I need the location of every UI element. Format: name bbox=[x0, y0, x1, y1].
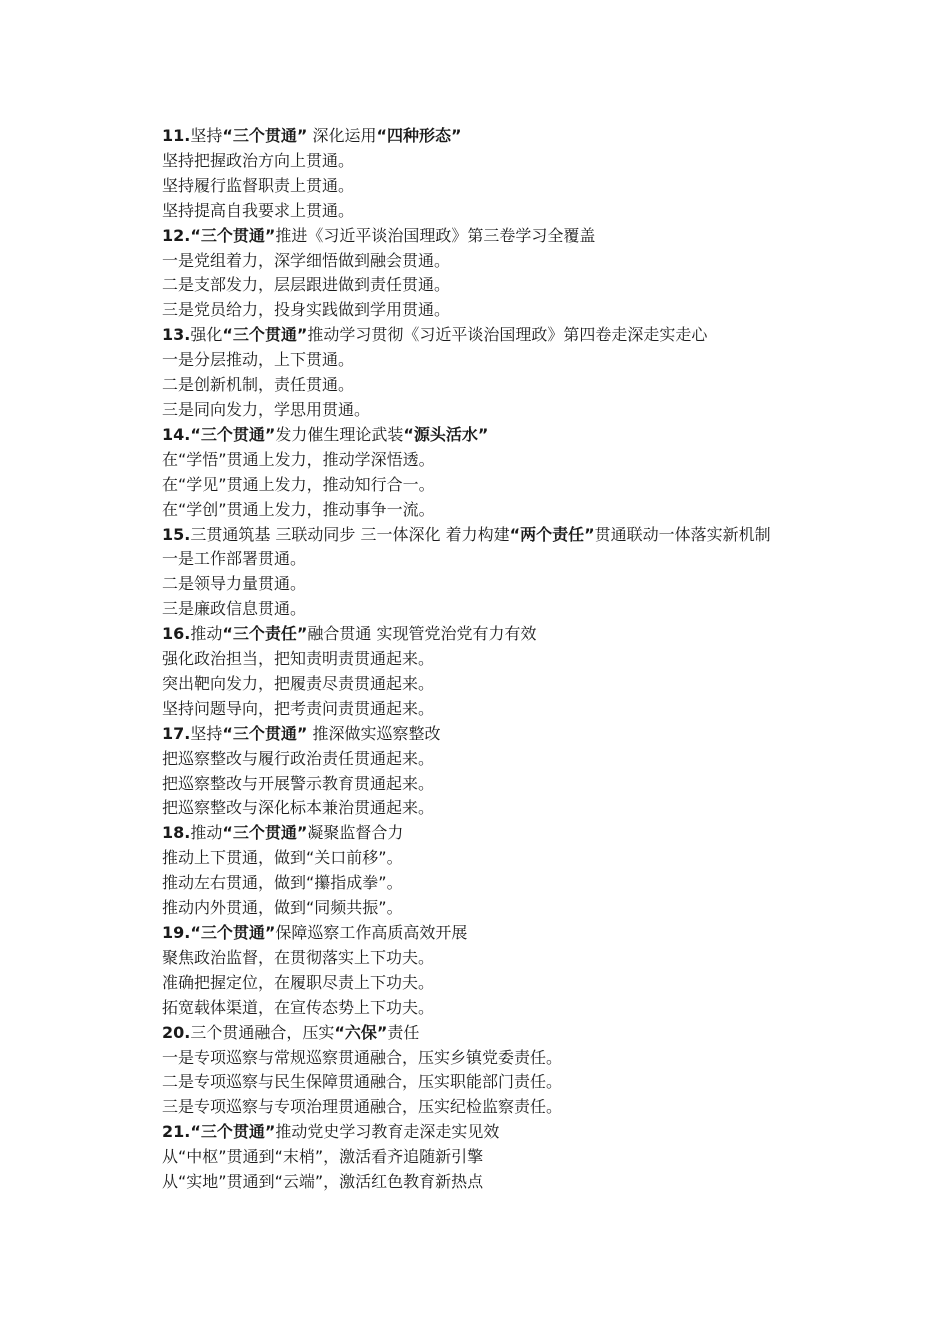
section-item: 聚焦政治监督，在贯彻落实上下功夫。 bbox=[162, 947, 435, 967]
section-heading bbox=[122, 821, 840, 846]
section-item: 坚持问题导向，把考责问责贯通起来。 bbox=[162, 698, 435, 718]
section-title-part: 三贯通筑基 三联动同步 三一体深化 着力构建 bbox=[190, 524, 510, 544]
section-title-part: 发力催生理论武装 bbox=[275, 424, 404, 444]
section-title-part: “三个贯通” bbox=[222, 823, 308, 843]
section-number: 11. bbox=[162, 126, 191, 145]
section-item: 三是专项巡察与专项治理贯通融合，压实纪检监察责任。 bbox=[162, 1097, 563, 1117]
section-number: 13. bbox=[162, 325, 191, 345]
section-number: 15. bbox=[162, 524, 191, 544]
section-title-part: “三个贯通” bbox=[222, 723, 308, 743]
section-item: 在“学见”贯通上发力，推动知行合一。 bbox=[162, 474, 435, 494]
section-item: 把巡察整改与履行政治责任贯通起来。 bbox=[162, 748, 435, 768]
section-item: 二是支部发力，层层跟进做到责任贯通。 bbox=[162, 275, 451, 295]
section-item: 坚持履行监督职责上贯通。 bbox=[162, 175, 355, 195]
section-number: 19. bbox=[162, 923, 191, 942]
section-title-part: 推动 bbox=[190, 624, 223, 644]
section-item: 三是同向发力，学思用贯通。 bbox=[162, 399, 371, 419]
section-item: 从“中枢”贯通到“末梢”，激活看齐追随新引擎 bbox=[162, 1147, 484, 1167]
section-heading bbox=[122, 523, 840, 548]
section-item: 把巡察整改与开展警示教育贯通起来。 bbox=[162, 773, 435, 793]
section-title-part: 推动党史学习教育走深走实见效 bbox=[275, 1122, 500, 1142]
section-title-part: 深化运用 bbox=[307, 126, 377, 145]
section-number: 17. bbox=[162, 723, 191, 743]
section-item: 一是工作部署贯通。 bbox=[162, 549, 307, 569]
section-item: 准确把握定位，在履职尽责上下功夫。 bbox=[162, 972, 435, 992]
document-body bbox=[122, 124, 840, 1195]
section-title-part: “三个贯通” bbox=[190, 225, 276, 245]
section-item: 拓宽载体渠道，在宣传态势上下功夫。 bbox=[162, 997, 435, 1017]
section-title-part: 责任 bbox=[387, 1022, 420, 1042]
section-item: 在“学创”贯通上发力，推动事争一流。 bbox=[162, 499, 435, 519]
section-heading bbox=[122, 1120, 840, 1145]
section-item: 推动内外贯通，做到“同频共振”。 bbox=[162, 898, 403, 918]
section-item: 二是专项巡察与民生保障贯通融合，压实职能部门责任。 bbox=[162, 1072, 563, 1092]
section-title-part: “四种形态” bbox=[376, 126, 462, 145]
section-title-part: 坚持 bbox=[190, 723, 223, 743]
section-title-part: 推深做实巡察整改 bbox=[307, 723, 441, 743]
section-title-part: 推进《习近平谈治国理政》第三卷学习全覆盖 bbox=[275, 225, 596, 245]
section-item: 从“实地”贯通到“云端”，激活红色教育新热点 bbox=[162, 1172, 484, 1192]
section-title-part: 凝聚监督合力 bbox=[307, 823, 404, 843]
section-title-part: “三个贯通” bbox=[190, 424, 276, 444]
section-title-part: 贯通联动一体落实新机制 bbox=[594, 524, 771, 544]
section-title-part: “六保” bbox=[334, 1022, 388, 1042]
section-number: 12. bbox=[162, 225, 191, 245]
section-title-part: “两个责任” bbox=[509, 524, 595, 544]
section-item: 三是党员给力，投身实践做到学用贯通。 bbox=[162, 300, 451, 320]
section-title-part: 三个贯通融合，压实 bbox=[190, 1022, 335, 1042]
section-title-part: “三个贯通” bbox=[190, 1122, 276, 1142]
section-title-part: 推动学习贯彻《习近平谈治国理政》第四卷走深走实走心 bbox=[307, 325, 708, 345]
section-title-part: 坚持 bbox=[190, 126, 223, 145]
section-title-part: “三个贯通” bbox=[222, 126, 308, 145]
section-item: 二是领导力量贯通。 bbox=[162, 574, 307, 594]
section-item: 突出靶向发力，把履责尽责贯通起来。 bbox=[162, 673, 435, 693]
section-title-part: “三个责任” bbox=[222, 624, 308, 644]
section-title-part: “源头活水” bbox=[403, 424, 489, 444]
section-title-part: 推动 bbox=[190, 823, 223, 843]
section-number: 18. bbox=[162, 823, 191, 843]
section-item: 在“学悟”贯通上发力，推动学深悟透。 bbox=[162, 449, 435, 469]
section-title-part: “三个贯通” bbox=[190, 923, 276, 942]
section-heading bbox=[122, 722, 840, 747]
section-item: 把巡察整改与深化标本兼治贯通起来。 bbox=[162, 798, 435, 818]
section-item: 一是党组着力，深学细悟做到融会贯通。 bbox=[162, 250, 451, 270]
section-item: 二是创新机制，责任贯通。 bbox=[162, 375, 355, 395]
section-number: 20. bbox=[162, 1022, 191, 1042]
section-title-part: “三个贯通” bbox=[222, 325, 308, 345]
section-item: 一是专项巡察与常规巡察贯通融合，压实乡镇党委责任。 bbox=[162, 1047, 563, 1067]
section-item: 一是分层推动，上下贯通。 bbox=[162, 350, 355, 370]
section-item: 坚持把握政治方向上贯通。 bbox=[162, 150, 355, 170]
section-title-part: 强化 bbox=[190, 325, 223, 345]
section-heading bbox=[122, 622, 840, 647]
section-item: 坚持提高自我要求上贯通。 bbox=[162, 200, 355, 220]
section-heading bbox=[122, 1021, 840, 1046]
section-number: 21. bbox=[162, 1122, 191, 1142]
section-heading bbox=[122, 224, 840, 249]
section-item: 推动左右贯通，做到“攥指成拳”。 bbox=[162, 873, 403, 893]
section-number: 14. bbox=[162, 424, 191, 444]
section-heading bbox=[122, 124, 840, 149]
section-number: 16. bbox=[162, 624, 191, 644]
section-item: 强化政治担当，把知责明责贯通起来。 bbox=[162, 649, 435, 669]
section-item: 推动上下贯通，做到“关口前移”。 bbox=[162, 848, 403, 868]
section-heading bbox=[122, 423, 840, 448]
section-title-part: 融合贯通 实现管党治党有力有效 bbox=[307, 624, 537, 644]
section-title-part: 保障巡察工作高质高效开展 bbox=[275, 923, 468, 942]
section-heading bbox=[122, 921, 840, 946]
section-item: 三是廉政信息贯通。 bbox=[162, 599, 307, 619]
section-heading bbox=[122, 323, 840, 348]
